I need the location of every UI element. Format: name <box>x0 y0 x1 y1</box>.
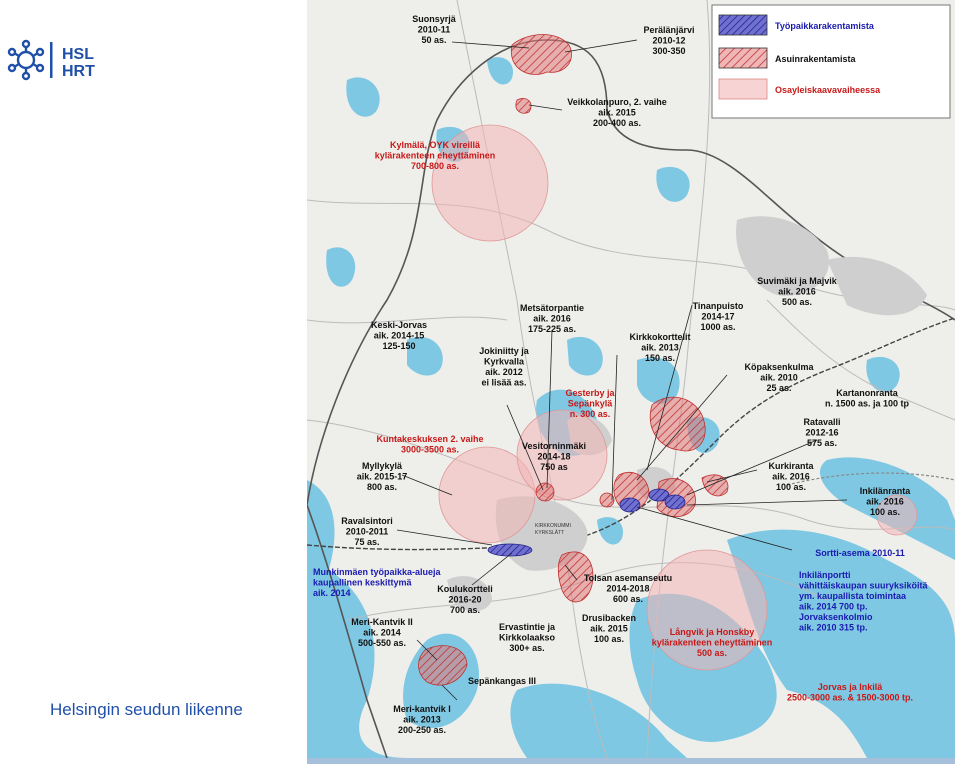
label-koulukortteli-line-2: 700 as. <box>449 605 481 615</box>
label-drusibacken-line-1: aik. 2015 <box>590 623 628 634</box>
label-langvik-line-0: Långvik ja Honskby <box>669 627 755 637</box>
label-gesterby-line-0: Gesterby ja <box>565 388 615 398</box>
label-kartanonranta-line-1: n. 1500 as. ja 100 tp <box>824 398 910 409</box>
label-vesitorninmaki-line-2: 750 as <box>540 462 568 472</box>
label-kopaksenkulma-line-1: aik. 2010 <box>760 372 798 383</box>
label-suvimaki-line-0: Suvimäki ja Majvik <box>757 276 837 286</box>
label-tinanpuisto-line-2: 1000 as. <box>700 322 736 332</box>
label-ratavalli-line-2: 575 as. <box>806 438 838 448</box>
label-suvimaki-line-1: aik. 2016 <box>778 286 816 297</box>
area-veikkolanpuro <box>516 98 531 113</box>
hsl-logo <box>0 38 120 86</box>
label-gesterby-line-2: n. 300 as. <box>569 409 611 419</box>
label-munkinmaen-line-1: kaupallinen keskittymä <box>313 577 412 588</box>
logo-text-top: HSL <box>62 46 94 63</box>
label-tinanpuisto-line-0: Tinanpuisto <box>692 301 744 311</box>
logo-text-bottom: HRT <box>62 63 95 80</box>
label-tolsan-line-1: 2014-2018 <box>606 583 650 594</box>
label-ervastintie-line-2: 300+ as. <box>509 643 545 653</box>
label-drusibacken-line-2: 100 as. <box>593 634 625 644</box>
label-ravalsintori-line-0: Ravalsintori <box>341 516 393 526</box>
label-drusibacken-line-0: Drusibacken <box>581 613 637 623</box>
label-kartanonranta-line-0: Kartanonranta <box>836 388 898 398</box>
label-myllykyla-line-1: aik. 2015-17 <box>356 471 408 482</box>
label-merikantvik2-line-0: Meri-Kantvik II <box>351 617 413 627</box>
label-suonsyrja-line-0: Suonsyrjä <box>412 14 456 24</box>
label-inkilanranta-line-2: 100 as. <box>869 507 901 517</box>
center-label-2: KYRKSLÄTT <box>535 530 565 536</box>
label-vesitorninmaki-line-1: 2014-18 <box>537 451 571 462</box>
label-kartanonranta <box>825 388 910 409</box>
label-kurkiranta-line-0: Kurkiranta <box>768 461 814 471</box>
label-tinanpuisto-line-1: 2014-17 <box>701 311 735 322</box>
label-kirkkokorttelit-line-1: aik. 2013 <box>641 342 679 353</box>
label-munkinmaen-line-2: aik. 2014 <box>313 588 351 598</box>
label-langvik-line-2: 500 as. <box>696 648 728 658</box>
center-label-1: KIRKKONUMMI <box>535 523 571 529</box>
label-merikantvik1-line-1: aik. 2013 <box>403 714 441 725</box>
label-keskijorvas-line-2: 125-150 <box>382 341 416 351</box>
label-ervastintie-line-1: Kirkkolaakso <box>498 632 556 643</box>
label-ratavalli <box>803 417 840 448</box>
label-sorttiasema <box>815 548 905 558</box>
label-merikantvik1-line-0: Meri-kantvik I <box>393 704 451 714</box>
legend-residential: Asuinrakentamista <box>775 54 856 64</box>
label-inkilanportti-line-2: ym. kaupallista toimintaa <box>799 591 907 601</box>
label-ervastintie-line-0: Ervastintie ja <box>498 622 556 632</box>
label-kylmala-line-1: kylärakenteen eheyttäminen <box>374 150 496 161</box>
label-inkilanportti-line-1: vähittäiskaupan suuryksiköitä <box>799 580 928 591</box>
label-veikkolanpuro-line-2: 200-400 as. <box>592 118 642 128</box>
label-kurkiranta-line-2: 100 as. <box>775 482 807 492</box>
label-merikantvik2-line-1: aik. 2014 <box>363 627 401 638</box>
label-metsatorpantie-line-0: Metsätorpantie <box>519 303 585 313</box>
label-jokiniitty <box>479 346 530 388</box>
label-inkilanportti-line-5: aik. 2010 315 tp. <box>799 622 868 633</box>
label-myllykyla-line-0: Myllykylä <box>361 461 403 471</box>
area-jokiniitty <box>536 483 554 501</box>
label-inkilanranta-line-1: aik. 2016 <box>866 496 904 507</box>
label-peralanjarvi-line-0: Perälänjärvi <box>643 25 695 35</box>
label-veikkolanpuro-line-1: aik. 2015 <box>598 107 636 118</box>
label-peralanjarvi-line-2: 300-350 <box>652 46 686 56</box>
label-merikantvik1-line-2: 200-250 as. <box>397 725 447 735</box>
label-veikkolanpuro-line-0: Veikkolanpuro, 2. vaihe <box>567 97 667 107</box>
label-merikantvik2-line-2: 500-550 as. <box>357 638 407 648</box>
label-kuntakeskus-line-0: Kuntakeskuksen 2. vaihe <box>376 434 484 444</box>
map-svg <box>307 0 955 758</box>
label-inkilanportti-line-3: aik. 2014 700 tp. <box>799 601 868 612</box>
label-jorvas-line-0: Jorvas ja Inkilä <box>817 682 883 692</box>
legend-master-plan: Osayleiskaavavaiheessa <box>775 85 881 95</box>
label-inkilanportti-line-4: Jorvaksenkolmio <box>799 612 873 622</box>
legend-swatch-work <box>719 15 767 35</box>
development-map <box>307 0 955 758</box>
label-koulukortteli-line-1: 2016-20 <box>448 594 482 605</box>
hsl-snowflake-icon <box>0 38 120 86</box>
legend-swatch-residential <box>719 48 767 68</box>
label-tolsan-line-2: 600 as. <box>612 594 644 604</box>
label-jokiniitty-line-2: aik. 2012 <box>485 367 523 377</box>
legend-swatch-master-plan <box>719 79 767 99</box>
label-sepankangas <box>468 676 536 686</box>
area-jorvaksenkolmio <box>665 495 685 509</box>
legend-work: Työpaikkarakentamista <box>775 21 874 31</box>
legend <box>712 5 950 118</box>
label-kurkiranta-line-1: aik. 2016 <box>772 471 810 482</box>
label-kirkkokorttelit-line-2: 150 as. <box>644 353 676 363</box>
label-sorttiasema-line-0: Sortti-asema 2010-11 <box>815 548 905 558</box>
label-keskijorvas-line-0: Keski-Jorvas <box>370 320 428 330</box>
label-inkilanportti-line-0: Inkilänportti <box>799 570 851 580</box>
label-suonsyrja-line-2: 50 as. <box>421 35 447 45</box>
label-ratavalli-line-0: Ratavalli <box>803 417 841 427</box>
label-ravalsintori-line-2: 75 as. <box>354 537 380 547</box>
label-ravalsintori-line-1: 2010-2011 <box>345 526 389 537</box>
label-gesterby-line-1: Sepänkylä <box>567 398 613 409</box>
label-suvimaki-line-2: 500 as. <box>781 297 813 307</box>
label-kylmala-line-2: 700-800 as. <box>410 161 460 171</box>
label-koulukortteli-line-0: Koulukortteli <box>437 584 493 594</box>
label-jokiniitty-line-1: Kyrkvalla <box>483 356 525 367</box>
area-suonsyrja <box>511 34 571 74</box>
label-kylmala-line-0: Kylmälä, OYK vireillä <box>389 140 481 150</box>
label-tolsan-line-0: Tolsan asemanseutu <box>583 573 673 583</box>
label-kirkkokorttelit-line-0: Kirkkokorttelit <box>629 332 691 342</box>
footer-text: Helsingin seudun liikenne <box>50 700 243 719</box>
area-sortti <box>620 498 640 512</box>
label-keskijorvas-line-1: aik. 2014-15 <box>373 330 425 341</box>
label-metsatorpantie-line-2: 175-225 as. <box>527 324 577 334</box>
label-inkilanranta-line-0: Inkilänranta <box>859 486 911 496</box>
label-jokiniitty-line-0: Jokiniitty ja <box>479 346 529 356</box>
label-peralanjarvi-line-1: 2010-12 <box>652 35 686 46</box>
label-kuntakeskus-line-1: 3000-3500 as. <box>400 444 460 455</box>
label-sepankangas-line-0: Sepänkangas III <box>467 676 537 686</box>
label-suonsyrja-line-1: 2010-11 <box>417 24 451 35</box>
label-jorvas-line-1: 2500-3000 as. & 1500-3000 tp. <box>786 692 914 703</box>
label-gesterby <box>565 388 615 419</box>
label-ratavalli-line-1: 2012-16 <box>805 427 839 438</box>
label-kopaksenkulma-line-2: 25 as. <box>766 383 792 393</box>
label-metsatorpantie-line-1: aik. 2016 <box>533 313 571 324</box>
label-vesitorninmaki-line-0: Vesitorninmäki <box>521 441 587 451</box>
label-munkinmaen-line-0: Munkinmäen työpaikka-alueja <box>313 567 441 577</box>
label-myllykyla-line-2: 800 as. <box>366 482 398 492</box>
label-langvik-line-1: kylärakenteen eheyttäminen <box>651 637 773 648</box>
label-kopaksenkulma-line-0: Köpaksenkulma <box>744 362 814 372</box>
label-jokiniitty-line-3: ei lisää as. <box>481 377 527 388</box>
bottom-bar <box>307 758 955 764</box>
